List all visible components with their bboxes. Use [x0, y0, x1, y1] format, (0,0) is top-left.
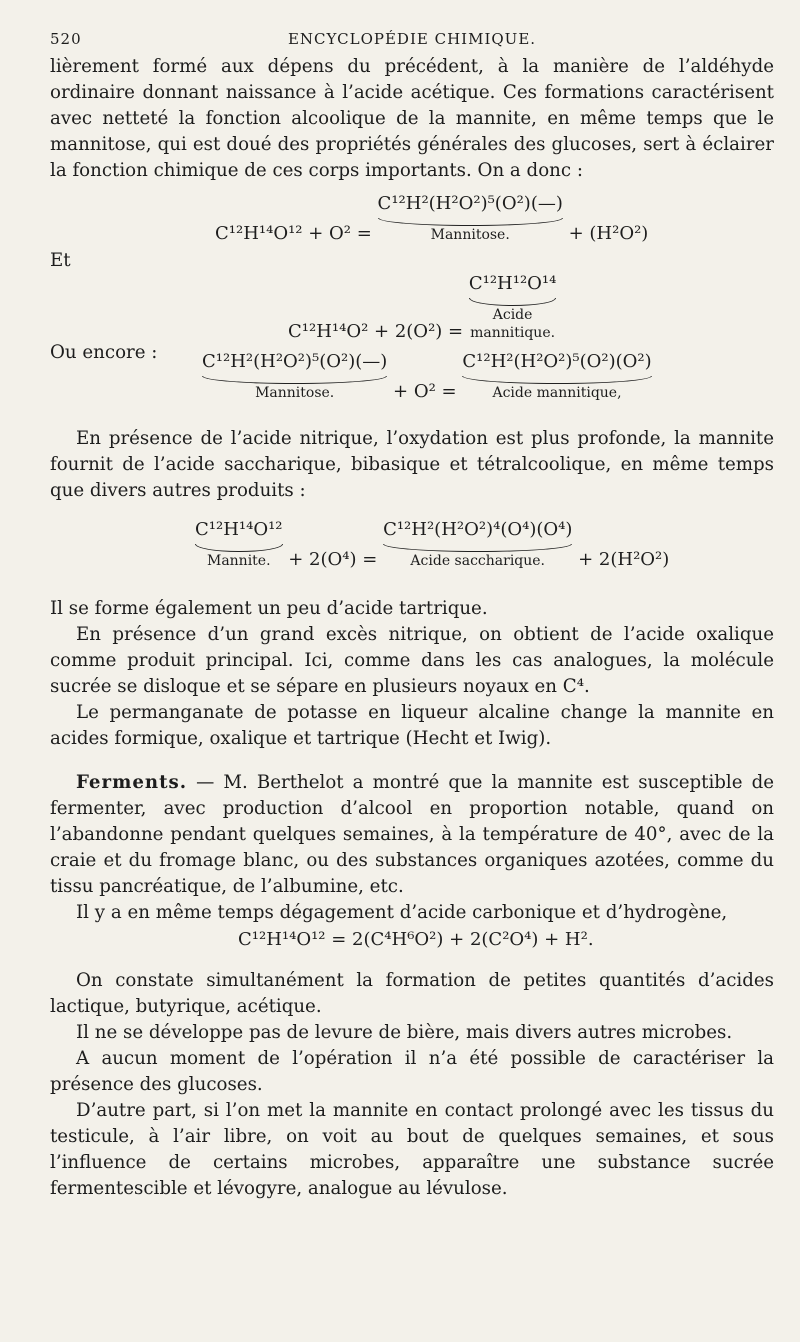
equation-3-label-b: Acide mannitique, [492, 385, 622, 401]
equation-3-mid: + O² = [387, 381, 463, 402]
page [50, 30, 774, 1202]
equation-4-mid: + 2(O⁴) = [282, 549, 384, 570]
paragraph-6: — M. Berthelot a montré que la mannite est susceptible de fermenter, avec production d’alcool en proportion notable, quand on l’abandonne pendant quelques semaines, à la température de 40°, avec de la craie et du fromage blanc, ou des substances organiques azotées, comme du tissu pancréatique, de l’albumine, etc. [50, 772, 774, 897]
equation-4-group-b-text: C¹²H²(H²O²)⁴(O⁴)(O⁴) [383, 519, 573, 540]
equation-4-label-b: Acide saccharique. [410, 553, 546, 569]
equation-3-group-a [202, 350, 387, 402]
paragraph-2: En présence de l’acide nitrique, l’oxydation est plus profonde, la mannite fournit de l’acide saccharique, bibasique et tétralcoolique, en même temps que divers autres produits : [50, 428, 774, 501]
underbrace [202, 376, 387, 384]
equation-5: C¹²H¹⁴O¹² = 2(C⁴H⁶O²) + 2(C²O⁴) + H². [238, 929, 594, 950]
equation-4 [50, 518, 774, 588]
equation-3-group-a-text: C¹²H²(H²O²)⁵(O²)(—) [202, 351, 388, 372]
paragraph-ferments [50, 770, 774, 900]
paragraph-3: Il se forme également un peu d’acide tartrique. [50, 598, 488, 619]
equation-2-row [50, 250, 774, 342]
equation-1-group [378, 192, 563, 244]
underbrace [195, 544, 283, 552]
equation-4-group-a [195, 518, 283, 570]
equation-1 [50, 192, 774, 250]
paragraph-11: D’autre part, si l’on met la mannite en contact prolongé avec les tissus du testicule, à l’air libre, on voit au bout de quelques semaines, et sous l’influence de certains microbes, apparaître une substance sucrée fermentescible et lévogyre, analogue au lévulose. [50, 1100, 774, 1199]
equation-4-label-a: Mannite. [206, 553, 271, 569]
equation-4-right: + 2(H²O²) [572, 549, 670, 570]
ou-encore-label: Ou encore : [50, 342, 158, 363]
equation-3 [202, 350, 652, 404]
equation-2-group-text: C¹²H¹²O¹⁴ [468, 273, 557, 294]
equation-3-row [50, 336, 774, 410]
equation-3-group-b-text: C¹²H²(H²O²)⁵(O²)(O²) [462, 351, 652, 372]
equation-4-group-b [383, 518, 572, 570]
underbrace [462, 376, 651, 384]
equation-2 [288, 272, 556, 344]
paragraph-8: On constate simultanément la formation de petites quantités d’acides lactique, butyrique, acétique. [50, 970, 774, 1017]
paragraph-5: Le permanganate de potasse en liqueur alcaline change la mannite en acides formique, oxalique et tartrique (Hecht et Iwig). [50, 702, 774, 749]
equation-2-group [469, 272, 557, 342]
equation-1-left: C¹²H¹⁴O¹² + O² = [215, 223, 378, 244]
equation-4-group-a-text: C¹²H¹⁴O¹² [195, 519, 283, 540]
equation-1-group-text: C¹²H²(H²O²)⁵(O²)(—) [377, 193, 563, 214]
page-header [50, 30, 774, 54]
running-title: ENCYCLOPÉDIE CHIMIQUE. [287, 30, 537, 48]
equation-2-label-1: Acide [492, 307, 533, 323]
page-number: 520 [50, 30, 82, 48]
et-label: Et [50, 250, 71, 271]
paragraph-4: En présence d’un grand excès nitrique, on obtient de l’acide oxalique comme produit principal. Ici, comme dans les cas analogues, la molécule sucrée se disloque et se sépare en plusieurs noyaux en C⁴. [50, 624, 774, 697]
equation-2-left: C¹²H¹⁴O² + 2(O²) = [288, 321, 469, 342]
equation-2-label-2: mannitique. [470, 325, 556, 341]
underbrace [383, 544, 572, 552]
equation-1-label: Mannitose. [430, 227, 510, 243]
equation-1-right: + (H²O²) [562, 223, 649, 244]
paragraph-7: Il y a en même temps dégagement d’acide carbonique et d’hydrogène, [76, 902, 728, 923]
paragraph-9: Il ne se développe pas de levure de bière, mais divers autres microbes. [76, 1022, 733, 1043]
paragraph-10: A aucun moment de l’opération il n’a été possible de caractériser la présence des glucoses. [50, 1048, 774, 1095]
section-title: Ferments. [76, 772, 188, 793]
underbrace [378, 218, 563, 226]
paragraph-1: lièrement formé aux dépens du précédent, à la manière de l’aldéhyde ordinaire donnant naissance à l’acide acétique. Ces formations caractérisent avec netteté la fonction alcoolique de la mannite, en même temps que le mannitose, qui est doué des propriétés générales des glucoses, sert à éclairer la fonction chimique de ces corps importants. On a donc : [50, 56, 774, 181]
equation-3-group-b [462, 350, 651, 402]
underbrace [469, 298, 557, 306]
equation-3-label-a: Mannitose. [255, 385, 335, 401]
